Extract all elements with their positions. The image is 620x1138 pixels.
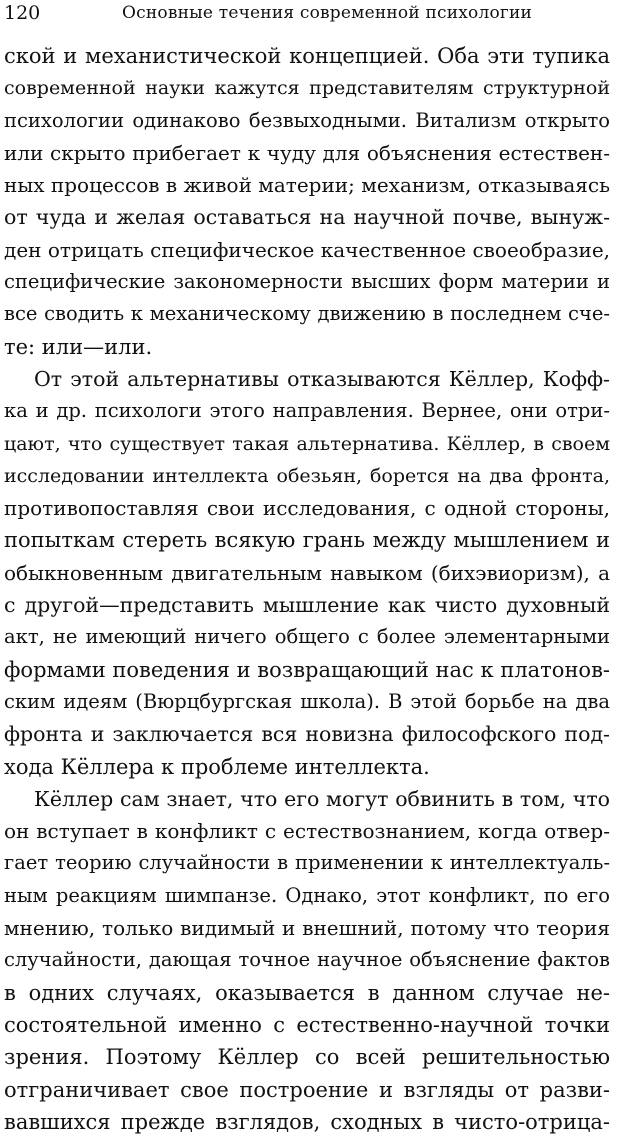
text-line: противопоставляя свои исследования, с одной стороны, <box>4 496 610 521</box>
text-line: зрения. Поэтому Кёллер со всей решительностью <box>4 1045 610 1070</box>
text-line: ден отрицать специфическое качественное своеобразие, <box>4 237 611 262</box>
body-text <box>4 40 610 1138</box>
text-line: цают, что существует такая альтернатива. Кёллер, в своем <box>4 432 610 455</box>
text-line: все сводить к механическому движению в последнем сче- <box>4 302 610 326</box>
text-line: мнению, только видимый и внешний, потому что теория <box>4 916 610 941</box>
paragraph-2 <box>4 363 610 783</box>
text-line: вавшихся прежде взглядов, сходных в чисто-отрица- <box>4 1109 610 1134</box>
text-line: отграничивает свое построение и взгляды от разви- <box>4 1077 610 1102</box>
text-line: гает теорию случайности в применении к интеллектуаль- <box>4 851 610 875</box>
text-line: он вступает в конфликт с естествознанием, когда отвер- <box>4 819 610 844</box>
text-line: случайности, дающая точное научное объяснение фактов <box>4 948 610 972</box>
running-head <box>4 2 610 32</box>
text-line: ской и механистической концепцией. Оба эти тупика <box>4 44 610 68</box>
text-line: хода Кёллера к проблеме интеллекта. <box>4 754 430 779</box>
text-line: с другой—представить мышление как чисто духовный <box>4 593 610 618</box>
text-line: психологии одинаково безвыходными. Витализм открыто <box>4 108 610 132</box>
text-line: состоятельной именно с естественно-научной точки <box>4 1012 610 1037</box>
text-line: исследовании интеллекта обезьян, борется на два фронта, <box>4 464 610 487</box>
text-line: попыткам стереть всякую грань между мышлением и <box>4 528 610 553</box>
text-line: формами поведения и возвращающий нас к платонов- <box>4 657 610 682</box>
text-line: или скрыто прибегает к чуду для объяснения естествен- <box>4 140 610 165</box>
text-line: специфические закономерности высших форм материи и <box>4 270 610 294</box>
paragraph-1 <box>4 40 610 363</box>
text-line: фронта и заключается вся новизна философского под- <box>4 722 610 747</box>
text-line: те: или—или. <box>4 334 153 359</box>
text-line: ским идеям (Вюрцбургская школа). В этой борьбе на два <box>4 689 610 713</box>
page-number: 120 <box>4 2 41 24</box>
paragraph-3 <box>4 783 610 1138</box>
text-line: Кёллер сам знает, что его могут обвинить в том, что <box>34 786 610 811</box>
running-title: Основные течения современной психологии <box>122 3 533 23</box>
text-line: в одних случаях, оказывается в данном случае не- <box>4 980 610 1005</box>
text-line: обыкновенным двигательным навыком (бихэвиоризм), а <box>4 560 610 585</box>
text-line: акт, не имеющий ничего общего с более элементарными <box>4 625 610 649</box>
text-line: современной науки кажутся представителям структурной <box>4 77 610 100</box>
text-line: от чуда и желая оставаться на научной почве, вынуж- <box>4 205 610 230</box>
text-line: ным реакциям шимпанзе. Однако, этот конфликт, по его <box>4 883 610 907</box>
text-line: От этой альтернативы отказываются Кёллер, Кофф- <box>34 366 610 391</box>
text-line: ка и др. психологи этого направления. Вернее, они отри- <box>4 399 610 423</box>
text-line: ных процессов в живой материи; механизм, отказываясь <box>4 173 610 198</box>
